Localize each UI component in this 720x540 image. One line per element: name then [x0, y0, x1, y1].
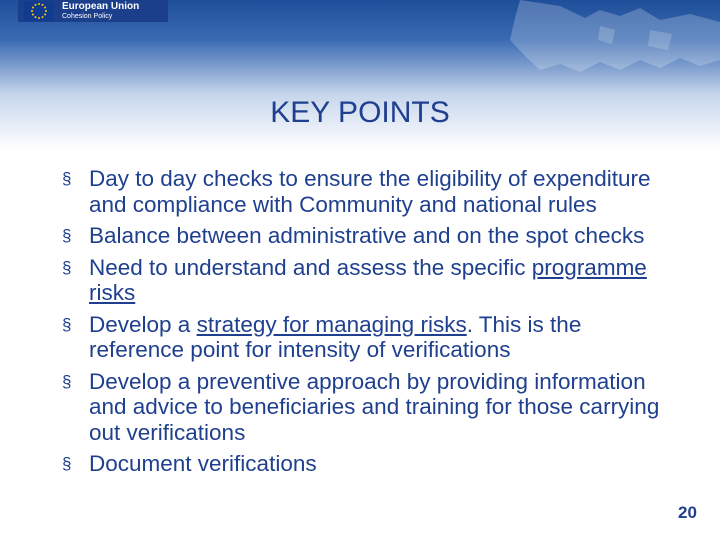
bullet-text: Develop a [89, 311, 197, 337]
bullet-marker-icon: § [62, 454, 72, 473]
eu-flag-icon [24, 1, 54, 21]
eu-logo [18, 0, 168, 22]
page-number: 20 [678, 503, 697, 522]
underlined-phrase: programme risks [89, 254, 647, 305]
bullet-marker-icon: § [62, 371, 72, 391]
bullet-list [62, 166, 672, 483]
bullet-item [62, 166, 672, 217]
bullet-marker-icon: § [62, 226, 72, 245]
bullet-item [62, 255, 672, 306]
bullet-text-continued: . This is the reference point for intensity of verifications [89, 311, 582, 362]
bullet-item [62, 451, 672, 477]
slide-title: KEY POINTS [270, 96, 450, 129]
bullet-text: Day to day checks to ensure the eligibility of expenditure and compliance with Community and national rules [89, 166, 651, 217]
underlined-phrase: strategy for managing risks [196, 311, 467, 337]
logo-title: European Union [62, 1, 140, 12]
bullet-text: Develop a preventive approach by providing information and advice to beneficiaries and training for those carrying out verifications [89, 368, 660, 445]
bullet-text: Need to understand and assess the specific [89, 254, 532, 280]
bullet-marker-icon: § [62, 169, 72, 188]
bullet-marker-icon: § [62, 314, 72, 334]
bullet-item [62, 369, 672, 446]
bullet-item [62, 312, 672, 363]
bullet-text: Balance between administrative and on the spot checks [89, 223, 645, 248]
bullet-item [62, 223, 672, 249]
logo-subtitle: Cohesion Policy [62, 13, 113, 20]
bullet-text: Document verifications [89, 451, 317, 476]
bullet-marker-icon: § [62, 257, 72, 277]
